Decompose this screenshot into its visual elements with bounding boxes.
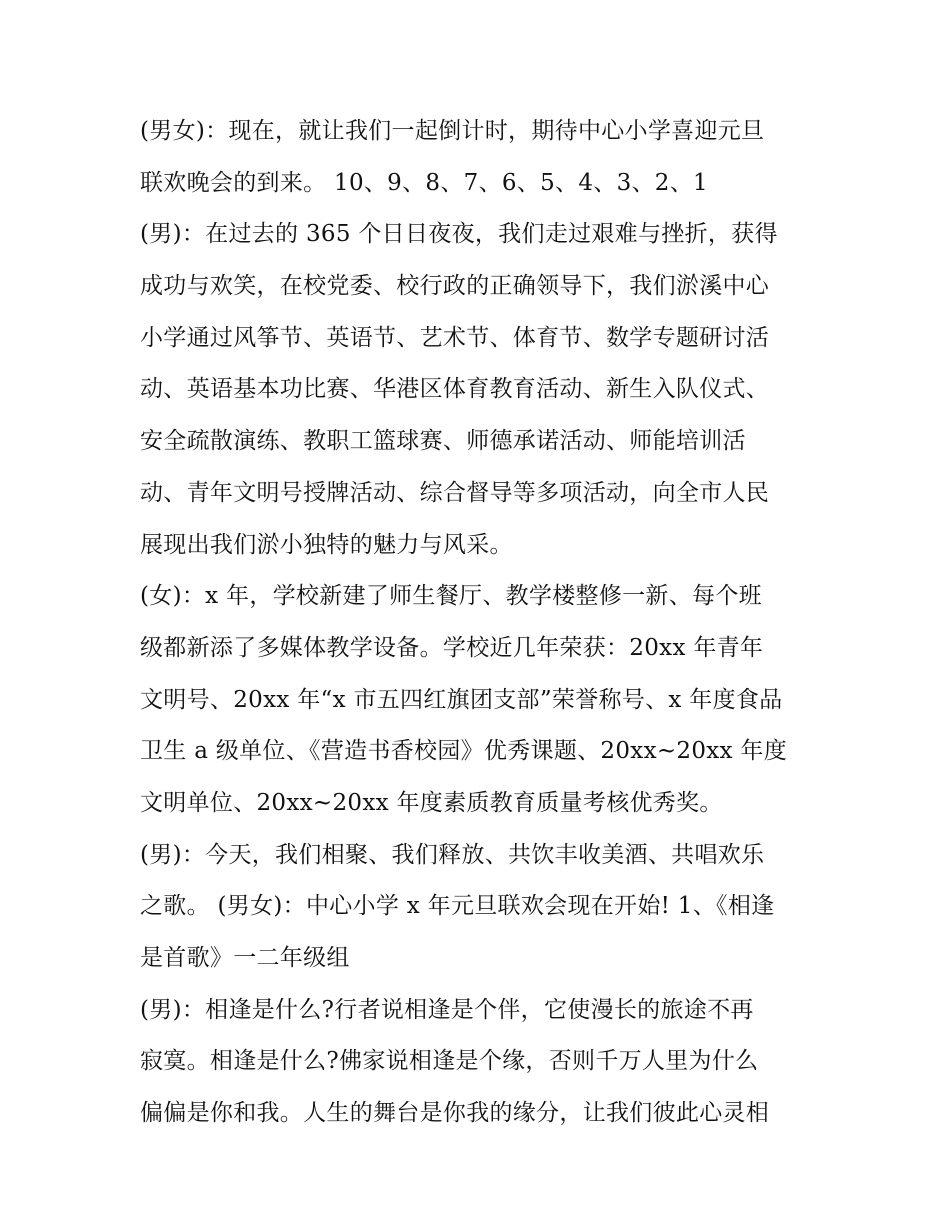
text-line: 小学通过风筝节、英语节、艺术节、体育节、数学专题研讨活 [140, 324, 770, 351]
text-line: 文明号、20xx 年“x 市五四红旗团支部”荣誉称号、x 年度食品 [140, 686, 783, 713]
text-line: 成功与欢笑，在校党委、校行政的正确领导下，我们淤溪中心 [140, 273, 770, 300]
text-line: 文明单位、20xx~20xx 年度素质教育质量考核优秀奖。 [140, 789, 723, 816]
text-line: 寂寞。相逢是什么?佛家说相逢是个缘，否则千万人里为什么 [140, 1048, 759, 1075]
text-line: 安全疏散演练、教职工篮球赛、师德承诺活动、师能培训活 [140, 428, 746, 455]
document-body [140, 106, 820, 1140]
text-line: 联欢晚会的到来。 10、9、8、7、6、5、4、3、2、1 [140, 169, 708, 196]
text-line: 动、英语基本功比赛、华港区体育教育活动、新生入队仪式、 [140, 376, 770, 403]
text-line: (男)：今天，我们相聚、我们释放、共饮丰收美酒、共唱欢乐 [140, 841, 765, 868]
text-line: (男)：在过去的 365 个日日夜夜，我们走过艰难与挫折，获得 [140, 221, 778, 248]
text-line: 动、青年文明号授牌活动、综合督导等多项活动，向全市人民 [140, 479, 770, 506]
text-line: 卫生 a 级单位、《营造书香校园》优秀课题、20xx~20xx 年度 [140, 738, 788, 765]
text-line: 展现出我们淤小独特的魅力与风采。 [140, 531, 513, 558]
text-line: (女)：x 年，学校新建了师生餐厅、教学楼整修一新、每个班 [140, 583, 762, 610]
text-line: (男)：相逢是什么?行者说相逢是个伴，它使漫长的旅途不再 [140, 996, 754, 1023]
text-line: 级都新添了多媒体教学设备。学校近几年荣获：20xx 年青年 [140, 634, 764, 661]
text-line: 偏偏是你和我。人生的舞台是你我的缘分，让我们彼此心灵相 [140, 1100, 770, 1127]
text-line: 是首歌》一二年级组 [140, 945, 350, 971]
text-line: (男女)：现在，就让我们一起倒计时，期待中心小学喜迎元旦 [140, 118, 765, 144]
text-line: 之歌。 (男女)：中心小学 x 年元旦联欢会现在开始! 1、《相逢 [140, 893, 775, 920]
